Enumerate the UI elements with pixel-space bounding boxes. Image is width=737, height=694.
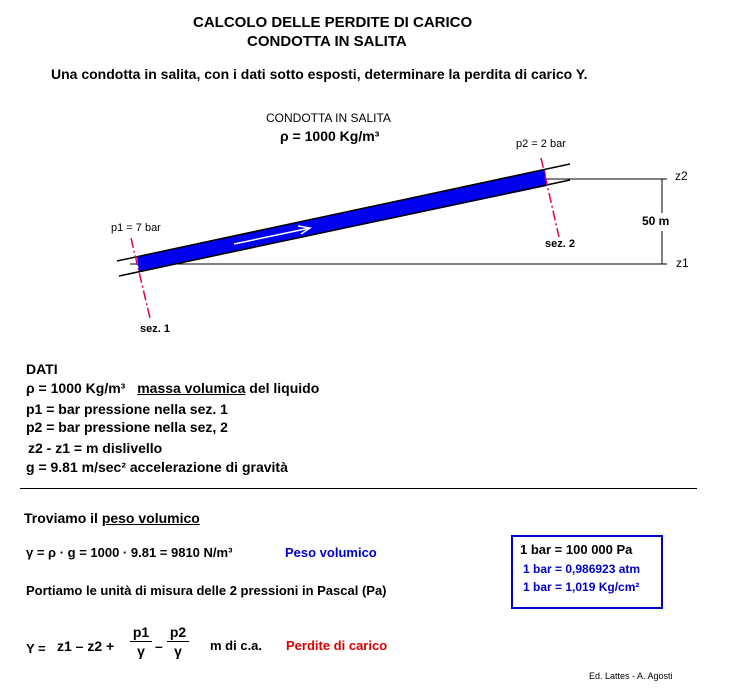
section-divider: [20, 488, 697, 489]
gamma-formula: γ = ρ · g = 1000 · 9.81 = 9810 N/m³: [26, 545, 233, 560]
fraction-p2-gamma: p2 γ: [167, 624, 189, 659]
pipe-wall-bottom: [119, 180, 570, 276]
conversion-line-3: 1 bar = 1,019 Kg/cm²: [523, 580, 640, 594]
diagram-title: CONDOTTA IN SALITA: [266, 111, 391, 125]
y-unit: m di c.a.: [210, 638, 263, 653]
pipe-diagram: [0, 150, 737, 340]
pascal-line: Portiamo le unità di misura delle 2 pressioni in Pascal (Pa): [26, 583, 387, 598]
footer-credit: Ed. Lattes - A. Agosti: [589, 671, 673, 681]
conversion-line-2: 1 bar = 0,986923 atm: [523, 562, 641, 576]
conversion-line-1: 1 bar = 100 000 Pa: [520, 542, 633, 557]
p1-label: p1 = 7 bar: [111, 222, 161, 234]
g-line: g = 9.81 m/sec² accelerazione di gravità: [26, 459, 288, 475]
solution-heading: Troviamo il peso volumico: [24, 510, 200, 526]
page-subtitle: CONDOTTA IN SALITA: [247, 33, 407, 50]
section-1-line: [131, 238, 150, 318]
y-label: Perdite di carico: [286, 638, 388, 653]
p2-label: p2 = 2 bar: [516, 138, 566, 150]
data-heading: DATI: [26, 361, 58, 377]
pipe-wall-top: [117, 164, 570, 261]
problem-statement: Una condotta in salita, con i dati sotto esposti, determinare la perdita di carico Y.: [51, 66, 588, 82]
diagram-density: ρ = 1000 Kg/m³: [280, 128, 380, 144]
sez1-label: sez. 1: [140, 323, 170, 335]
z1-label: z1: [676, 256, 689, 270]
fraction-p1-gamma: p1 γ: [130, 624, 152, 659]
p1-line: p1 = bar pressione nella sez. 1: [26, 401, 228, 417]
p2-line: p2 = bar pressione nella sez, 2: [26, 419, 228, 435]
page-title: CALCOLO DELLE PERDITE DI CARICO: [193, 14, 473, 31]
z2-label: z2: [675, 169, 688, 183]
dz-line: z2 - z1 = m dislivello: [28, 440, 163, 456]
minus-sign: –: [155, 638, 163, 654]
y-z-term: z1 – z2 +: [57, 638, 115, 654]
y-symbol: Y =: [26, 641, 46, 656]
rho-line: ρ = 1000 Kg/m³ massa volumica del liquido: [26, 380, 320, 396]
height-label: 50 m: [642, 214, 670, 228]
sez2-label: sez. 2: [545, 238, 575, 250]
pipe-body: [137, 169, 547, 272]
gamma-label: Peso volumico: [285, 545, 377, 560]
